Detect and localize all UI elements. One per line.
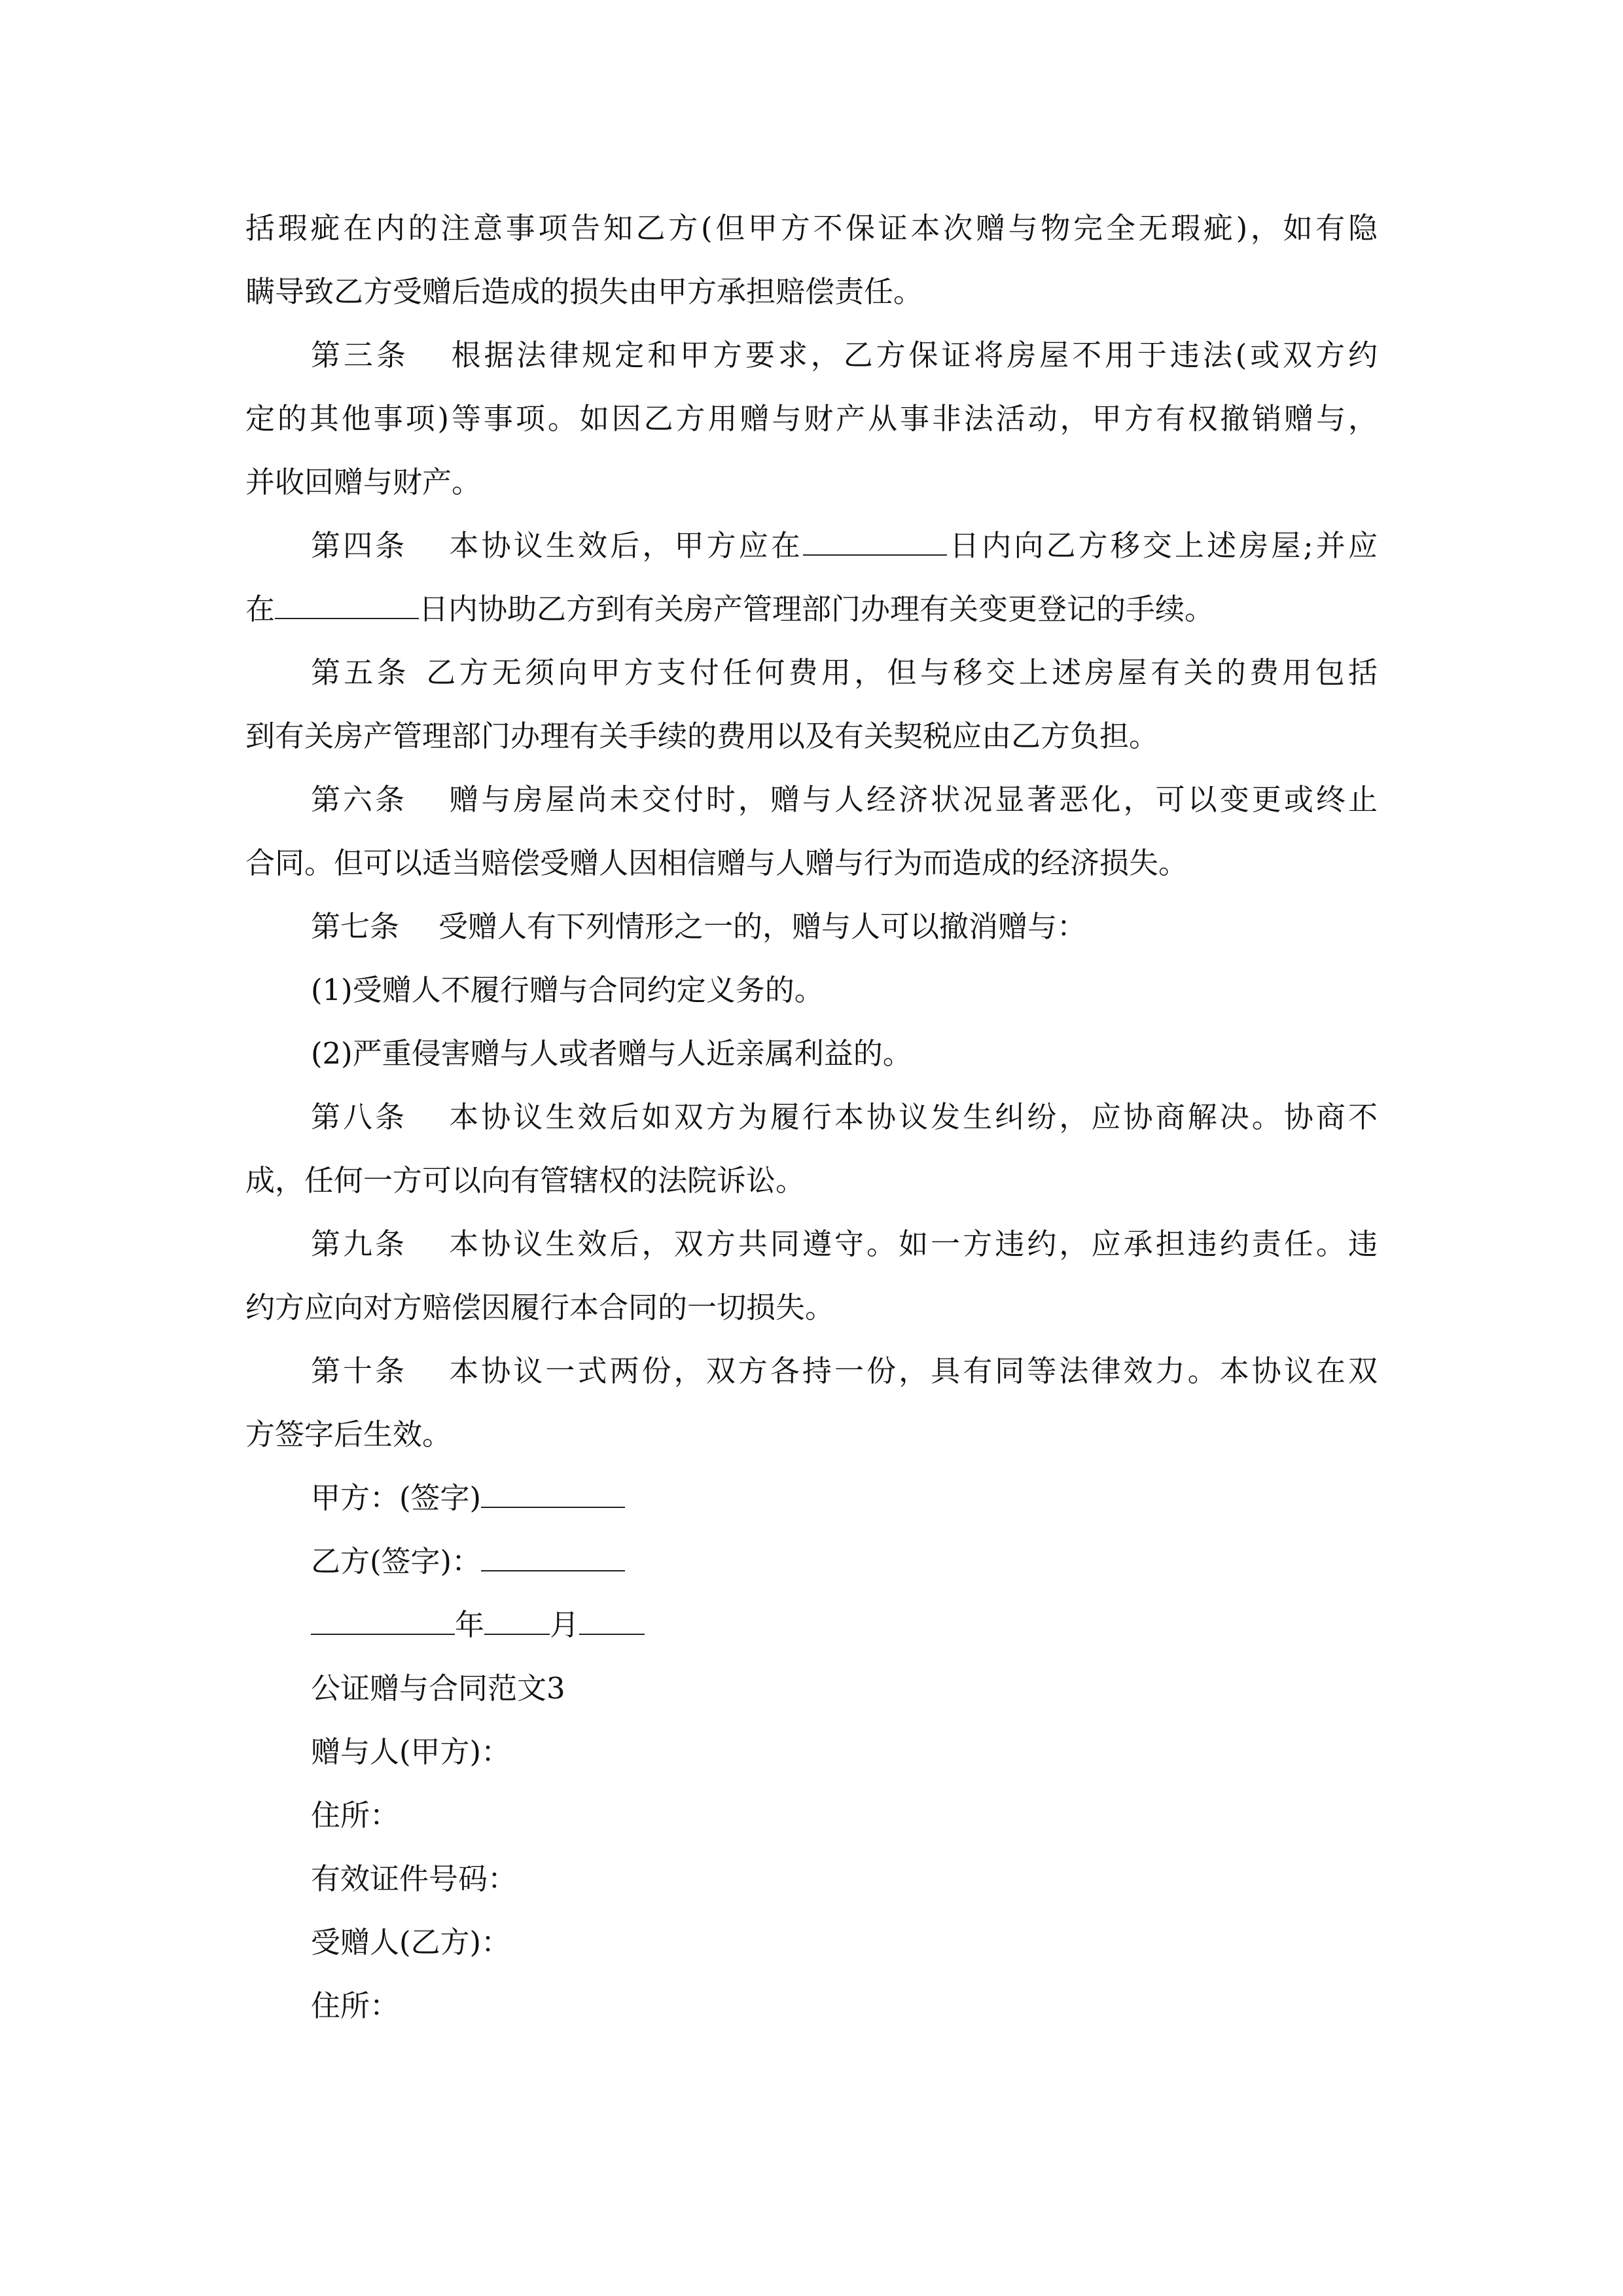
text-line: 约方应向对方赔偿因履行本合同的一切损失。 xyxy=(245,1290,835,1325)
article-6-text: 赠与房屋尚未交付时，赠与人经济状况显著恶化，可以变更或终止 xyxy=(446,782,1378,817)
signature-label: 甲方：(签字) xyxy=(311,1480,482,1515)
article-3-title: 第三条 xyxy=(311,338,409,372)
article-10-title: 第十条 xyxy=(311,1354,408,1388)
signature-date xyxy=(245,1593,1378,1657)
article-4-text: 本协议生效后，甲方应在 xyxy=(446,528,803,563)
article-8 xyxy=(245,1085,1378,1149)
blank-line xyxy=(481,1548,625,1571)
article-9-text: 本协议生效后，双方共同遵守。如一方违约，应承担违约责任。违 xyxy=(446,1227,1378,1261)
signature-party-a xyxy=(245,1466,1378,1530)
article-4-text: 日内向乙方移交上述房屋;并应 xyxy=(946,528,1378,563)
donor-address-field: 住所： xyxy=(311,1798,400,1833)
text-line: 瞒导致乙方受赠后造成的损失由甲方承担赔偿责任。 xyxy=(245,274,923,309)
list-item: (2)严重侵害赠与人或者赠与人近亲属利益的。 xyxy=(311,1036,912,1071)
article-6-title: 第六条 xyxy=(311,782,408,817)
text-line: 方签字后生效。 xyxy=(245,1417,452,1452)
donor-id-field: 有效证件号码： xyxy=(311,1861,518,1896)
article-7-text: 受赠人有下列情形之一的，赠与人可以撤消赠与： xyxy=(438,909,1087,944)
section-heading: 公证赠与合同范文3 xyxy=(311,1671,565,1706)
date-year-label: 年 xyxy=(455,1607,485,1642)
list-item: (1)受赠人不履行赠与合同约定义务的。 xyxy=(311,973,824,1007)
blank-line xyxy=(579,1611,645,1635)
contract-body xyxy=(245,196,1378,2037)
article-5 xyxy=(245,641,1378,704)
article-4-text: 在 xyxy=(245,592,276,626)
article-8-text: 本协议生效后如双方为履行本协议发生纠纷，应协商解决。协商不 xyxy=(446,1100,1378,1134)
donee-field: 受赠人(乙方)： xyxy=(311,1925,511,1960)
text-line: 定的其他事项)等事项。如因乙方用赠与财产从事非法活动，甲方有权撤销赠与， xyxy=(245,401,1378,436)
article-5-title: 第五条 xyxy=(311,655,410,690)
article-5-text: 乙方无须向甲方支付任何费用，但与移交上述房屋有关的费用包括 xyxy=(422,655,1378,690)
article-6 xyxy=(245,768,1378,831)
article-10 xyxy=(245,1339,1378,1403)
signature-party-b xyxy=(245,1530,1378,1593)
date-month-label: 月 xyxy=(550,1607,580,1642)
blank-line xyxy=(311,1611,455,1635)
text-line: 括瑕疵在内的注意事项告知乙方(但甲方不保证本次赠与物完全无瑕疵)，如有隐 xyxy=(245,211,1378,245)
signature-label: 乙方(签字)： xyxy=(311,1544,482,1579)
blank-line xyxy=(484,1611,550,1635)
text-line: 并收回赠与财产。 xyxy=(245,465,482,499)
article-7-title: 第七条 xyxy=(311,909,400,944)
article-10-text: 本协议一式两份，双方各持一份，具有同等法律效力。本协议在双 xyxy=(446,1354,1378,1388)
donor-field: 赠与人(甲方)： xyxy=(311,1734,511,1769)
blank-line xyxy=(481,1484,625,1508)
article-4-title: 第四条 xyxy=(311,528,408,563)
article-3-text: 根据法律规定和甲方要求，乙方保证将房屋不用于违法(或双方约 xyxy=(448,338,1378,372)
article-4-text: 日内协助乙方到有关房产管理部门办理有关变更登记的手续。 xyxy=(419,592,1215,626)
article-3 xyxy=(245,323,1378,387)
article-4 xyxy=(245,514,1378,577)
blank-line xyxy=(275,596,419,619)
article-9-title: 第九条 xyxy=(311,1227,408,1261)
article-7 xyxy=(245,895,1378,958)
text-line: 到有关房产管理部门办理有关手续的费用以及有关契税应由乙方负担。 xyxy=(245,719,1159,753)
text-line: 合同。但可以适当赔偿受赠人因相信赠与人赠与行为而造成的经济损失。 xyxy=(245,846,1188,880)
article-9 xyxy=(245,1212,1378,1276)
article-8-title: 第八条 xyxy=(311,1100,408,1134)
text-line xyxy=(245,577,1378,641)
text-line: 成，任何一方可以向有管辖权的法院诉讼。 xyxy=(245,1163,806,1198)
donee-address-field: 住所： xyxy=(311,1988,400,2023)
blank-line xyxy=(803,532,947,556)
